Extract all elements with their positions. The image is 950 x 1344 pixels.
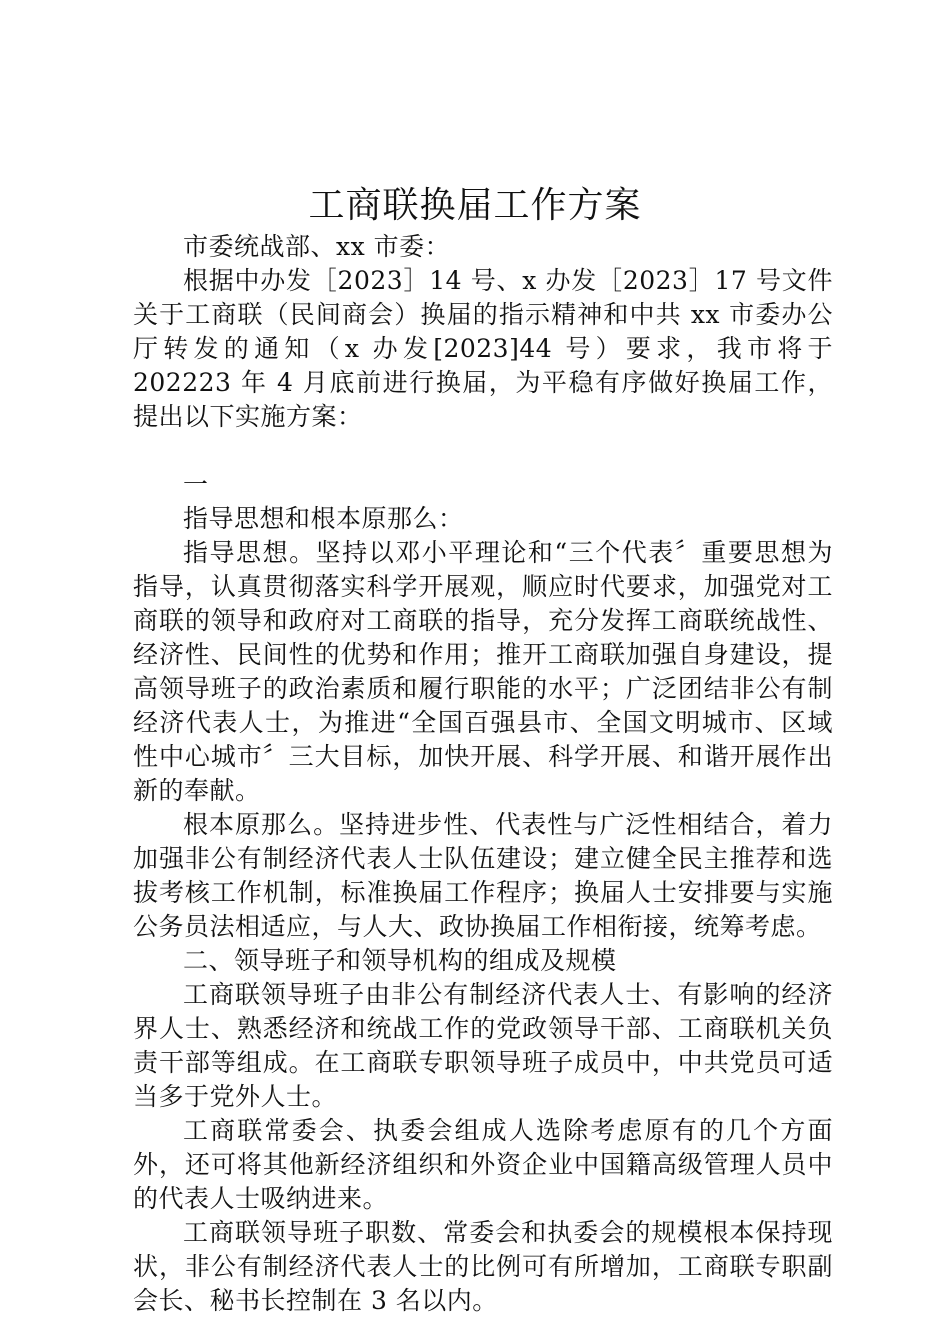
section2-heading: 二、领导班子和领导机构的组成及规模 — [183, 946, 617, 975]
intro-paragraph: 根据中办发［2023］14 号、x 办发［2023］17 号文件关于工商联（民间商会）换届的指示精神和中共 xx 市委办公厅转发的通知（x 办发[2023]44 号）要求，我市将于 202223 年 4 月底前进行换届，为平稳有序做好换届工作，提出以下实施方案： — [133, 266, 833, 431]
section1-number: 一 — [183, 470, 209, 499]
section1-heading: 指导思想和根本原那么： — [183, 504, 464, 533]
guiding-thought-paragraph: 指导思想。坚持以邓小平理论和“三个代表〞重要思想为指导，认真贯彻落实科学开展观，顺应时代要求，加强党对工商联的领导和政府对工商联的指导，充分发挥工商联统战性、经济性、民间性的优势和作用；推开工商联加强自身建设，提高领导班子的政治素质和履行职能的水平；广泛团结非公有制经济代表人士，为推进“全国百强县市、全国文明城市、区域性中心城市〞三大目标，加快开展、科学开展、和谐开展作出新的奉献。 — [133, 538, 833, 805]
committee-composition-paragraph: 工商联常委会、执委会组成人选除考虑原有的几个方面外，还可将其他新经济组织和外资企业中国籍高级管理人员中的代表人士吸纳进来。 — [133, 1116, 833, 1213]
basic-principle-paragraph: 根本原那么。坚持进步性、代表性与广泛性相结合，着力加强非公有制经济代表人士队伍建设；建立健全民主推荐和选拔考核工作机制，标准换届工作程序；换届人士安排要与实施公务员法相适应，与人大、政协换届工作相衔接，统筹考虑。 — [133, 810, 833, 941]
salutation: 市委统战部、xx 市委： — [183, 232, 451, 261]
document-body — [133, 230, 833, 1318]
document-title: 工商联换届工作方案 — [308, 185, 642, 226]
scale-paragraph: 工商联领导班子职数、常委会和执委会的规模根本保持现状，非公有制经济代表人士的比例可有所增加，工商联专职副会长、秘书长控制在 3 名以内。 — [133, 1218, 833, 1315]
leadership-composition-paragraph: 工商联领导班子由非公有制经济代表人士、有影响的经济界人士、熟悉经济和统战工作的党政领导干部、工商联机关负责干部等组成。在工商联专职领导班子成员中，中共党员可适当多于党外人士。 — [133, 980, 833, 1111]
